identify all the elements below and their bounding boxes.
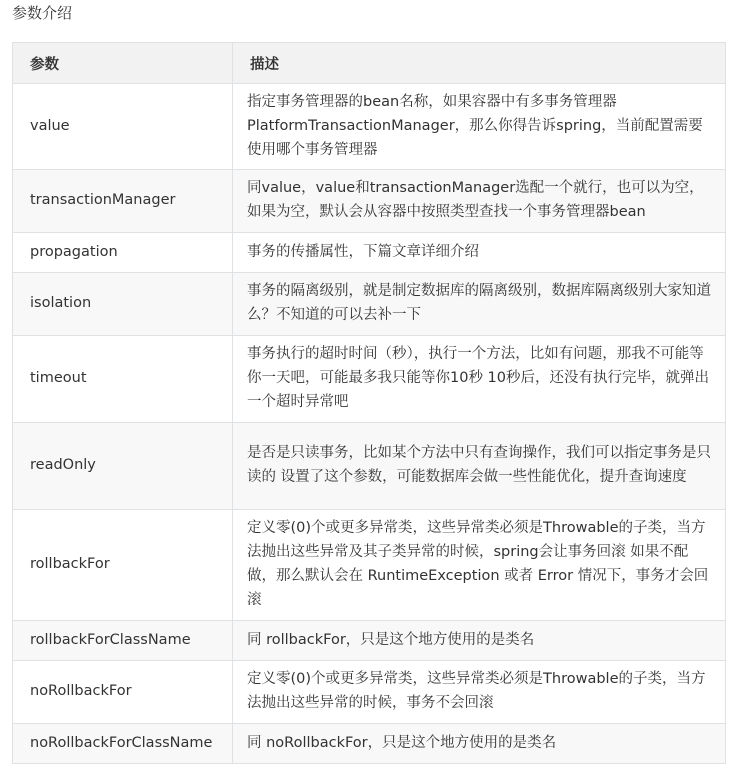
param-cell: timeout: [13, 336, 233, 423]
param-cell: noRollbackForClassName: [13, 724, 233, 764]
table-row: [13, 170, 726, 233]
desc-cell: 事务的隔离级别，就是制定数据库的隔离级别，数据库隔离级别大家知道么？不知道的可以去补一下: [233, 273, 726, 336]
desc-cell: 定义零(0)个或更多异常类，这些异常类必须是Throwable的子类，当方法抛出这些异常的时候，事务不会回滚: [233, 661, 726, 724]
desc-cell: 指定事务管理器的bean名称，如果容器中有多事务管理器PlatformTransactionManager，那么你得告诉spring，当前配置需要使用哪个事务管理器: [233, 84, 726, 170]
table-row: [13, 510, 726, 621]
param-cell: rollbackFor: [13, 510, 233, 621]
table-row: [13, 84, 726, 170]
desc-cell: 同 noRollbackFor，只是这个地方使用的是类名: [233, 724, 726, 764]
desc-cell: 是否是只读事务，比如某个方法中只有查询操作，我们可以指定事务是只读的 设置了这个参数，可能数据库会做一些性能优化，提升查询速度: [233, 423, 726, 510]
table-row: [13, 621, 726, 661]
param-cell: value: [13, 84, 233, 170]
table-header-row: [13, 43, 726, 84]
param-cell: isolation: [13, 273, 233, 336]
param-cell: readOnly: [13, 423, 233, 510]
desc-cell: 同 rollbackFor，只是这个地方使用的是类名: [233, 621, 726, 661]
param-cell: rollbackForClassName: [13, 621, 233, 661]
table-row: [13, 423, 726, 510]
desc-cell: 定义零(0)个或更多异常类，这些异常类必须是Throwable的子类，当方法抛出这些异常及其子类异常的时候，spring会让事务回滚 如果不配做，那么默认会在 RuntimeException 或者 Error 情况下，事务才会回滚: [233, 510, 726, 621]
header-desc: 描述: [233, 43, 726, 84]
param-cell: noRollbackFor: [13, 661, 233, 724]
table-row: [13, 724, 726, 764]
table-row: [13, 336, 726, 423]
param-cell: transactionManager: [13, 170, 233, 233]
table-row: [13, 233, 726, 273]
desc-cell: 事务执行的超时时间（秒），执行一个方法，比如有问题，那我不可能等你一天吧，可能最多我只能等你10秒 10秒后，还没有执行完毕，就弹出一个超时异常吧: [233, 336, 726, 423]
table-row: [13, 273, 726, 336]
parameter-table: [12, 42, 726, 764]
desc-cell: 事务的传播属性，下篇文章详细介绍: [233, 233, 726, 273]
table-row: [13, 661, 726, 724]
header-param: 参数: [13, 43, 233, 84]
section-title: 参数介绍: [12, 4, 73, 22]
param-cell: propagation: [13, 233, 233, 273]
desc-cell: 同value，value和transactionManager选配一个就行，也可以为空，如果为空，默认会从容器中按照类型查找一个事务管理器bean: [233, 170, 726, 233]
